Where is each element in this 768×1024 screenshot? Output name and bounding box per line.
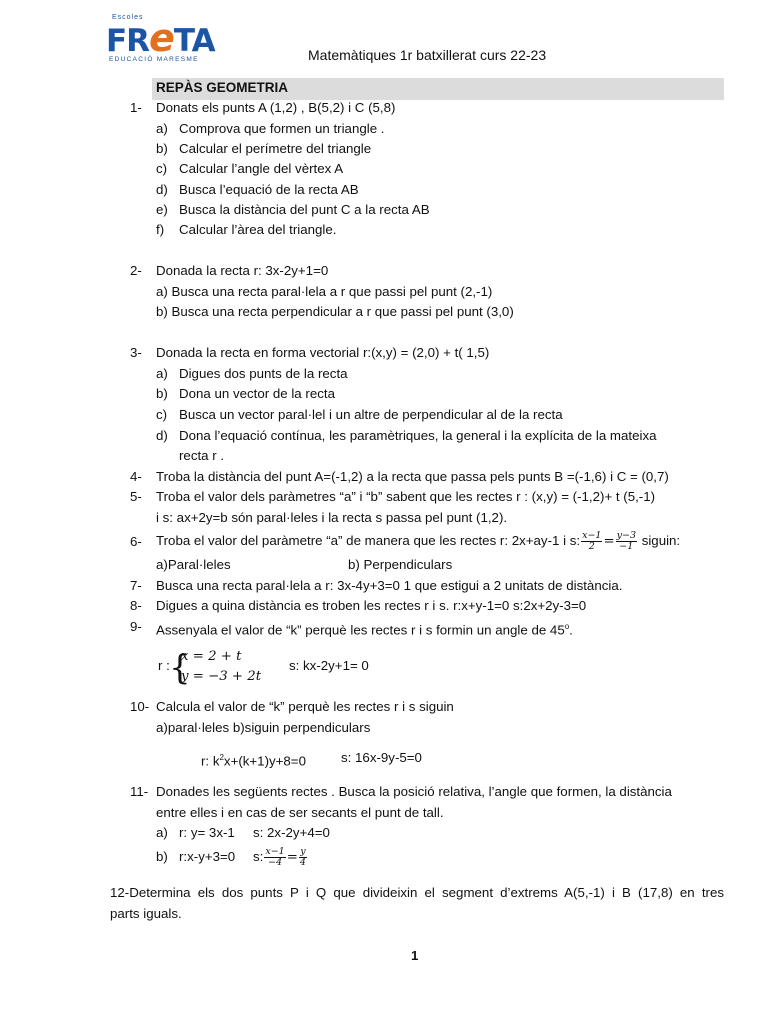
logo-subtitle: EDUCACIÓ MARESME (109, 56, 199, 63)
item-text: a)paral·leles b)siguin perpendiculars (156, 720, 371, 735)
logo-small-text: Escoles (112, 14, 144, 21)
item-label: f) (156, 222, 165, 237)
line-s-equation: s: $\frac{x-1}{-4}$ = $\frac{y}{4}$ (253, 845, 306, 868)
equation-x: x = 2 + t (181, 649, 242, 664)
item-text: b) Busca una recta perpendicular a r que passi pel punt (3,0) (156, 304, 514, 319)
problem-5-text-continued: i s: ax+2y=b són paral·leles i la recta s passa pel punt (1,2). (156, 510, 508, 525)
problem-8-text: Digues a quina distància es troben les rectes r i s. r:x+y-1=0 s:2x+2y-3=0 (156, 598, 587, 613)
item-text: Busca la distància del punt C a la recta AB (179, 202, 430, 217)
problem-number: 3- (130, 345, 142, 360)
item-text: Calcular l’àrea del triangle. (179, 222, 337, 237)
line-s-equation: s: 16x-9y-5=0 (341, 750, 422, 765)
problem-number: 4- (130, 469, 142, 484)
item-label: b) (156, 141, 168, 156)
item-text-continued: recta r . (179, 448, 225, 463)
problem-2-text: Donada la recta r: 3x-2y+1=0 (156, 263, 329, 278)
problem-10-text: Calcula el valor de “k” perquè les rectes r i s siguin (156, 699, 454, 714)
item-text: a)Paral·leles (156, 557, 231, 572)
problem-number: 7- (130, 578, 142, 593)
equation-y: y = −3 + 2t (181, 669, 262, 684)
problem-12-text-continued: parts iguals. (110, 906, 182, 921)
problem-3-text: Donada la recta en forma vectorial r:(x,y) = (2,0) + t( 1,5) (156, 345, 490, 360)
problem-number: 2- (130, 263, 142, 278)
item-label: a) (156, 825, 168, 840)
problem-number: 10- (130, 699, 150, 714)
item-text: Dona un vector de la recta (179, 386, 335, 401)
problem-number: 5- (130, 489, 142, 504)
item-label: a) (156, 121, 168, 136)
problem-5-text: Troba el valor dels paràmetres “a” i “b” sabent que les rectes r : (x,y) = (-1,2)+ t (5,-1) (156, 489, 656, 504)
item-text: Busca l’equació de la recta AB (179, 182, 359, 197)
item-label: c) (156, 161, 168, 176)
problem-11-text-continued: entre elles i en cas de ser secants el punt de tall. (156, 805, 444, 820)
problem-6-text: Troba el valor del paràmetre “a” de manera que les rectes r: 2x+ay-1 i s: $\frac{x-1}{2}$ = $\frac{y-3}{-1}$ siguin: (156, 529, 681, 552)
problem-number: 1- (130, 100, 142, 115)
item-label: b) (156, 849, 168, 864)
system-brace: { (169, 648, 191, 688)
logo-wordmark: FReTA (106, 16, 215, 60)
problem-4-text: Troba la distància del punt A=(-1,2) a la recta que passa pels punts B =(-1,6) i C = (0,7) (156, 469, 669, 484)
item-label: a) (156, 366, 168, 381)
item-text: Dona l’equació contínua, les paramètriques, la general i la explícita de la mateixa (179, 428, 657, 443)
problem-1-text: Donats els punts A (1,2) , B(5,2) i C (5,8) (156, 100, 396, 115)
item-label: e) (156, 202, 168, 217)
page-header: Matemàtiques 1r batxillerat curs 22-23 (308, 47, 547, 63)
item-label: d) (156, 182, 168, 197)
problem-number: 9- (130, 619, 142, 634)
line-r-equation: r:x-y+3=0 (179, 849, 236, 864)
line-s-equation: s: kx-2y+1= 0 (289, 658, 369, 673)
fraction: $\frac{x-1}{-4}$ (265, 845, 285, 868)
line-r-label: r : (158, 658, 170, 673)
problem-number: 11- (130, 784, 149, 799)
problem-7-text: Busca una recta paral·lela a r: 3x-4y+3=0 1 que estigui a 2 unitats de distància. (156, 578, 623, 593)
problem-number: 8- (130, 598, 142, 613)
problem-9-text: Assenyala el valor de “k” perquè les rectes r i s formin un angle de 45$^o$. (156, 622, 573, 638)
problem-11-text: Donades les següents rectes . Busca la posició relativa, l’angle que formen, la distància (156, 784, 672, 799)
item-text: b) Perpendiculars (348, 557, 453, 572)
school-logo (106, 14, 215, 66)
fraction: $\frac{y}{4}$ (299, 845, 306, 868)
section-title: REPÀS GEOMETRIA (156, 80, 289, 95)
line-s-equation: s: 2x-2y+4=0 (253, 825, 330, 840)
fraction: $\frac{x-1}{2}$ (582, 529, 602, 552)
section-band (152, 78, 724, 100)
item-text: Digues dos punts de la recta (179, 366, 348, 381)
fraction: $\frac{y-3}{-1}$ (616, 529, 636, 552)
problem-12-text: 12-Determina els dos punts P i Q que divideixin el segment d’extrems A(5,-1) i B (17,8) en tres (110, 885, 724, 900)
item-label: d) (156, 428, 168, 443)
item-text: Calcular el perímetre del triangle (179, 141, 372, 156)
item-label: c) (156, 407, 168, 422)
problem-number: 6- (130, 534, 142, 549)
line-r-equation: r: $k^2x+(k+1)y+8=0$ (201, 753, 306, 769)
item-text: Comprova que formen un triangle . (179, 121, 385, 136)
item-label: b) (156, 386, 168, 401)
item-text: Calcular l’angle del vèrtex A (179, 161, 344, 176)
page-number: 1 (411, 948, 419, 963)
item-text: a) Busca una recta paral·lela a r que passi pel punt (2,-1) (156, 284, 493, 299)
line-r-equation: r: y= 3x-1 (179, 825, 235, 840)
item-text: Busca un vector paral·lel i un altre de perpendicular al de la recta (179, 407, 563, 422)
